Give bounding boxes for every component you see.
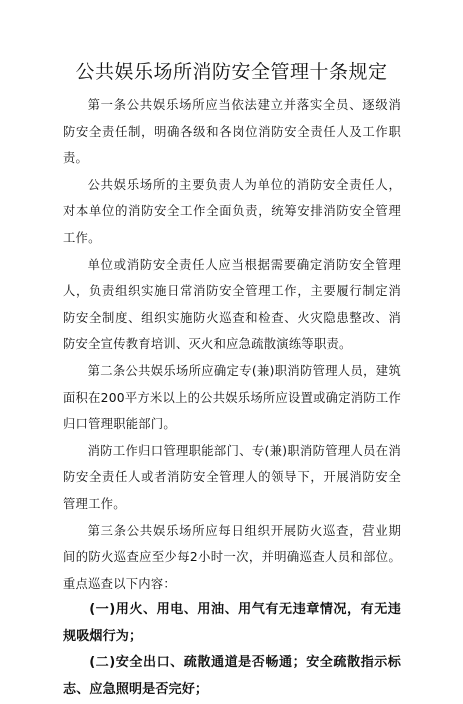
inspection-item-2: (二)安全出口、疏散通道是否畅通；安全疏散指示标志、应急照明是否完好；: [63, 655, 401, 698]
document-body: [63, 92, 401, 704]
article-1-paragraph: 第一条公共娱乐场所应当依法建立并落实全员、逐级消防安全责任制，明确各级和各岗位消防安全责任人及工作职责。: [63, 98, 401, 166]
article-3-paragraph: 第三条公共娱乐场所应每日组织开展防火巡查，营业期间的防火巡查应至少每2小时一次，并明确巡查人员和部位。重点巡查以下内容：: [63, 523, 401, 591]
article-2-paragraph: 第二条公共娱乐场所应确定专(兼)职消防管理人员，建筑面积在200平方米以上的公共娱乐场所应设置或确定消防工作归口管理职能部门。: [63, 363, 401, 432]
inspection-item-1: (一)用火、用电、用油、用气有无违章情况，有无违规吸烟行为；: [63, 602, 401, 644]
safety-manager-paragraph: 单位或消防安全责任人应当根据需要确定消防安全管理人，负责组织实施日常消防安全管理工作，主要履行制定消防安全制度、组织实施防火巡查和检查、火灾隐患整改、消防安全宣传教育培训、灭火和应急疏散演练等职责。: [63, 257, 401, 352]
document-title: 公共娱乐场所消防安全管理十条规定: [75, 61, 388, 83]
fire-management-department-paragraph: 消防工作归口管理职能部门、专(兼)职消防管理人员在消防安全责任人或者消防安全管理人的领导下，开展消防安全管理工作。: [63, 443, 401, 511]
principal-responsibility-paragraph: 公共娱乐场所的主要负责人为单位的消防安全责任人，对本单位的消防安全工作全面负责，统筹安排消防安全管理工作。: [63, 177, 401, 245]
